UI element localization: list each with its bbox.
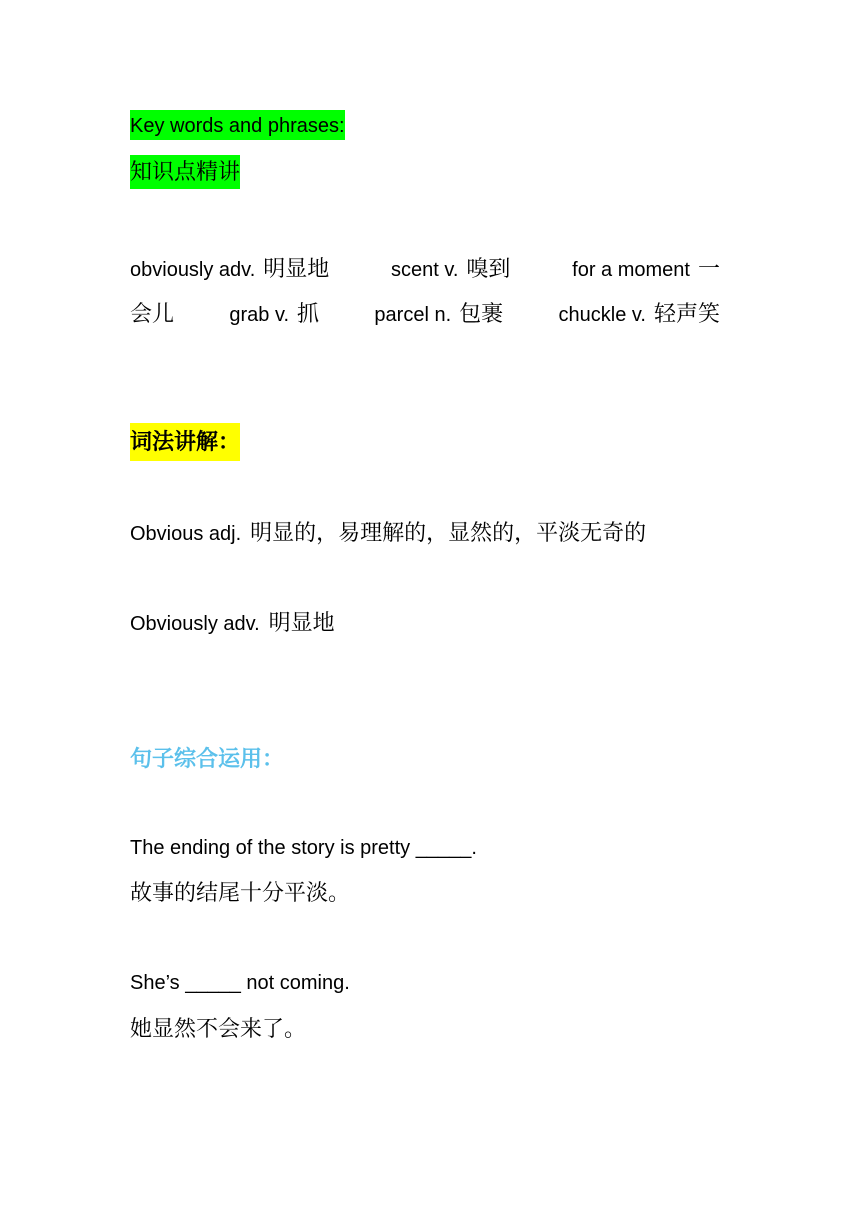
definition-obvious (130, 522, 646, 544)
vocab-meaning: 明显地 (263, 256, 330, 281)
vocab-line-2 (130, 297, 720, 328)
vocab-item (559, 297, 720, 328)
key-words-heading: Key words and phrases: (130, 110, 345, 140)
sentence-usage-heading: 句子综合运用： (130, 746, 285, 771)
vocab-meaning: 轻声笑 (653, 301, 720, 326)
vocab-word: for a moment (572, 259, 690, 281)
definition-meaning: 明显的，易理解的，显然的，平淡无奇的 (250, 520, 647, 545)
definition-meaning: 明显地 (268, 610, 335, 635)
example-translation-1: 故事的结尾十分平淡。 (130, 880, 351, 905)
definition-term: Obvious adj. (130, 523, 242, 545)
vocab-item (391, 252, 510, 283)
vocab-meaning: 一 (697, 256, 720, 281)
vocab-meaning: 嗅到 (466, 256, 511, 281)
knowledge-points-heading: 知识点精讲 (130, 155, 240, 189)
vocab-item (130, 252, 329, 283)
definition-term: Obviously adv. (130, 613, 260, 635)
definition-obviously (130, 612, 335, 634)
vocab-item (229, 297, 319, 328)
vocab-word: chuckle v. (558, 304, 646, 326)
vocab-line-1 (130, 252, 720, 283)
vocab-word: obviously adv. (130, 259, 256, 281)
vocab-item (572, 252, 720, 283)
vocab-word: scent v. (390, 259, 459, 281)
vocab-meaning: 抓 (297, 301, 320, 326)
lexical-heading: 词法讲解： (130, 423, 240, 461)
vocab-continuation: 会儿 (130, 301, 175, 326)
example-translation-2: 她显然不会来了。 (130, 1016, 307, 1041)
vocab-meaning: 包裹 (459, 301, 504, 326)
vocab-item (374, 297, 503, 328)
example-sentence-2: She’s _____ not coming. (130, 972, 350, 994)
vocab-word: grab v. (229, 304, 290, 326)
example-sentence-1: The ending of the story is pretty _____. (130, 837, 477, 859)
vocab-word: parcel n. (374, 304, 452, 326)
